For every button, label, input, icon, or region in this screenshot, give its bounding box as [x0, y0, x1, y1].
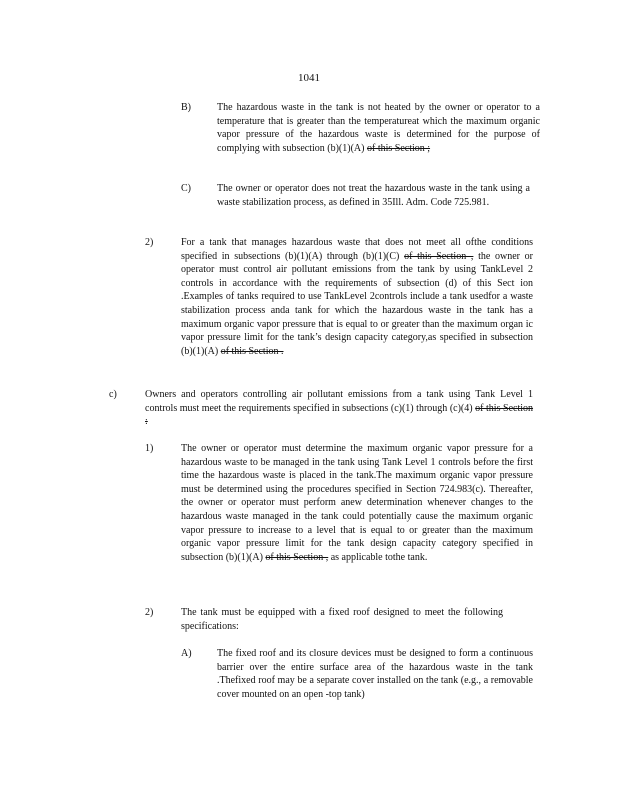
- item-C: [217, 182, 530, 209]
- item-2b: [181, 606, 503, 633]
- item-c: [145, 388, 533, 429]
- item-2a: [181, 236, 533, 358]
- item-1-text: The owner or operator must determine the maximum organic vapor pressure for a hazardous waste to be managed in the tank using Tank Level 1 controls before the first time the hazardous waste is placed in the tank.The maximum organic vapor pressure must be determined using the procedures specified in Section 724.983(c). Thereafter, the owner or operator must perform anew determination whenever changes to the hazardous waste managed in the tank could potentially cause the maximum organic vapor pressure to increase to a level that is equal to or greater than the maximum organic vapor pressure limit for the tank design capacity category specified in subsection (b)(1)(A) of this Section , as applicable tothe tank.: [181, 443, 533, 563]
- item-label-C: C): [181, 183, 191, 194]
- strike-text: of this Section ;: [366, 142, 431, 154]
- item-A-text: The fixed roof and its closure devices must be designed to form a continuous barrier over the entire surface area of the hazardous waste in the tank .Thefixed roof may be a separate cover installed on the tank (e.g., a removable cover mounted on an open -top tank): [217, 648, 533, 700]
- strike-text: of this Section :: [145, 402, 534, 428]
- item-B: [217, 101, 540, 155]
- item-label-A: A): [181, 648, 192, 659]
- strike-text: of this Section ,: [265, 551, 329, 563]
- item-B-text: The hazardous waste in the tank is not heated by the owner or operator to a temperature that is greater than the temperatureat which the maximum organic vapor pressure of the hazardous waste is determined for the purpose of complying with subsection (b)(1)(A) of this Section ;: [217, 102, 540, 154]
- item-2a-text: For a tank that manages hazardous waste that does not meet all ofthe conditions specified in subsections (b)(1)(A) through (b)(1)(C) of this Section , the owner or operator must control air pollutant emissions from the tank by using TankLevel 2 controls in accordance with the requirements of subsection (d) of this Sect ion .Examples of tanks required to use TankLevel 2controls include a tank usedfor a waste stabilization process anda tank for which the hazardous waste in the tank has a maximum organic vapor pressure that is equal to or greater than the maximum organ ic vapor pressure limit for the tank’s design capacity category,as specified in subsection (b)(1)(A) of this Section .: [181, 237, 533, 357]
- item-label-1: 1): [145, 443, 154, 454]
- item-C-text: The owner or operator does not treat the hazardous waste in the tank using a waste stabilization process, as defined in 35Ill. Adm. Code 725.981.: [217, 183, 530, 208]
- item-1: [181, 442, 533, 564]
- item-label-2a: 2): [145, 237, 154, 248]
- item-label-c: c): [109, 389, 117, 400]
- item-2b-text: The tank must be equipped with a fixed roof designed to meet the following specifications:: [181, 607, 503, 632]
- item-c-text: Owners and operators controlling air pollutant emissions from a tank using Tank Level 1 controls must meet the requirements specified in subsections (c)(1) through (c)(4) of this Section :: [145, 389, 534, 428]
- item-label-B: B): [181, 102, 191, 113]
- item-A: [217, 647, 533, 701]
- strike-text: of this Section .: [220, 345, 284, 357]
- item-label-2b: 2): [145, 607, 154, 618]
- strike-text: of this Section ,: [404, 250, 474, 262]
- page-number: 1041: [298, 72, 320, 84]
